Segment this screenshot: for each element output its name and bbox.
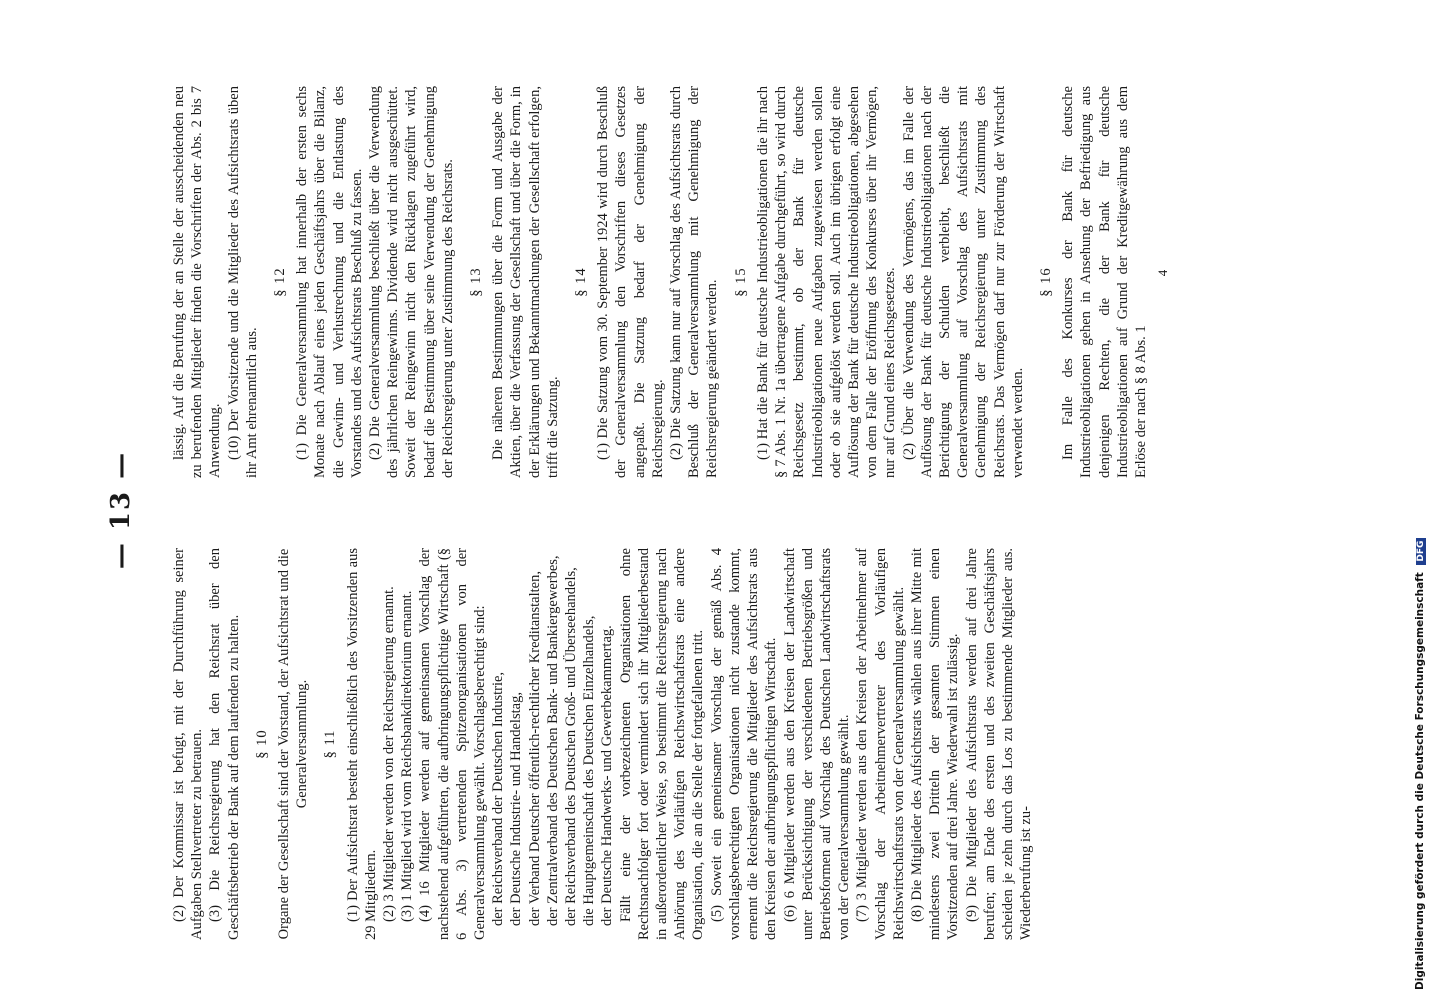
left-column [170,548,1035,940]
list-item: der Deutsche Handwerks- und Gewerbekammertag. [599,625,616,926]
paragraph: Fällt eine der vorbezeichneten Organisationen ohne Rechtsnachfolger fort oder vermindert sich ihr Mitgliederbestand in außerordentlicher Weise, so bestimmt die Reichsregierung nach Anhörung des Vorläufigen Reichswirtschaftsrats eine andere Organisation, die an die Stelle der fortgefallenen tritt. [617,548,707,940]
section-heading: § 14 [573,267,590,297]
paragraph: Im Falle des Konkurses der Bank für deutsche Industrieobligationen gehen in Ansehung der Befriedigung aus denjenigen Rechten, die der Bank für deutsche Industrieobligationen auf Grund der Kreditgewährung aus dem Erlöse der nach § 8 Abs. 1 [1060,86,1149,478]
paragraph: (2) Die Satzung kann nur auf Vorschlag des Aufsichtsrats durch Beschluß der Generalversammlung mit Genehmigung der Reichsregierung geändert werden. [668,86,721,478]
page-number: — 13 — [106,450,136,570]
section-heading: § 15 [732,267,749,297]
paragraph: (2) Über die Verwendung des Vermögens, das im Falle der Auflösung der Bank für deutsche Industrieobligationen nach der Berichtigung der Schulden verbleibt, beschließt die Generalversammlung auf Vorschlag des Aufsichtsrats mit Genehmigung der Reichsregierung unter Zustimmung des Reichsrats. Das Vermögen darf nur zur Förderung der Wirtschaft verwendet werden. [900,86,1026,478]
section-heading: § 16 [1037,267,1054,297]
list-item: der Reichsverband des Deutschen Groß- und Überseehandels, [563,567,580,926]
right-column [170,86,1172,478]
digitization-credit [1414,10,1430,990]
paragraph: (2) 3 Mitglieder werden von der Reichsregierung ernannt. [381,586,398,922]
paragraph: (1) Hat die Bank für deutsche Industrieobligationen die ihr nach § 7 Abs. 1 Nr. 1a übertragene Aufgabe durchgeführt, so wird durch Reichsgesetz bestimmt, ob der Bank für deutsche Industrieobligationen neue Aufgaben zugewiesen werden sollen oder ob sie aufgelöst werden soll. Auch im übrigen erfolgt eine Auflösung der Bank für deutsche Industrieobligationen, abgesehen von dem Falle der Eröffnung des Konkurses über ihr Vermögen, nur auf Grund eines Reichsgesetzes. [754,86,899,478]
paragraph: (7) 3 Mitglieder werden aus den Kreisen der Arbeitnehmer auf Vorschlag der Arbeitnehmervertreter des Vorläufigen Reichswirtschaftsrats von der Generalversammlung gewählt. [854,548,907,940]
paragraph: (6) 6 Mitglieder werden aus den Kreisen der Landwirtschaft unter Berücksichtigung der verschiedenen Betriebsgrößen und Betriebsformen auf Vorschlag des Deutschen Landwirtschaftsrats von der Generalversammlung gewählt. [781,548,853,940]
paragraph: (10) Der Vorsitzende und die Mitglieder des Aufsichtsrats üben ihr Amt ehrenamtlich aus. [225,86,260,478]
paragraph: (5) Soweit ein gemeinsamer Vorschlag der gemäß Abs. 4 vorschlagsberechtigten Organisationen nicht zustande kommt, ernennt die Reichsregierung die Mitglieder des Aufsichtsrats aus den Kreisen der aufbringungspflichtigen Wirtschaft. [708,548,780,940]
section-heading: § 13 [468,267,485,297]
section-title: Organe der Gesellschaft sind der Vorstand, der Aufsichtsrat und die Generalversammlung. [276,548,311,940]
paragraph: (3) Die Reichsregierung hat den Reichsrat über den Geschäftsbetrieb der Bank auf dem laufenden zu halten. [207,548,242,940]
section-heading: § 12 [272,267,289,297]
digitization-credit-text: Digitalisierung gefördert durch die Deutsche Forschungsgemeinschaft [1414,572,1426,990]
section-heading: § 11 [322,729,339,759]
paragraph: (1) Die Satzung vom 30. September 1924 wird durch Beschluß der Generalversammlung den Vorschriften dieses Gesetzes angepaßt. Die Satzung bedarf der Genehmigung der Reichsregierung. [595,86,666,478]
paragraph: (9) Die Mitglieder des Aufsichtsrats werden auf drei Jahre berufen; am Ende des ersten und des zweiten Geschäftsjahrs scheiden je zehn durch das Los zu bestimmende Mitglieder aus. Wiederberufung ist zu- [963,548,1035,940]
paragraph: (8) Die Mitglieder des Aufsichtsrats wählen aus ihrer Mitte mit mindestens zwei Dritteln der gesamten Stimmen einen Vorsitzenden auf drei Jahre. Wiederwahl ist zulässig. [908,548,962,940]
list-item: der Zentralverband des Deutschen Bank- und Bankiergewerbes, [544,555,561,926]
signature-mark: 4 [1155,269,1171,277]
list-item: der Verband Deutscher öffentlich-rechtlicher Kreditanstalten, [526,571,543,926]
list-item: die Hauptgemeinschaft des Deutschen Einzelhandels, [581,615,598,926]
paragraph: (3) 1 Mitglied wird vom Reichsbankdirektorium ernannt. [399,590,416,922]
paragraph: (2) Die Generalversammlung beschließt über die Verwendung des jährlichen Reingewinns. Dividende wird nicht ausgeschüttet. Soweit der Reingewinn nicht den Rücklagen zugeführt wird, bedarf die Bestimmung über seine Verwendung der Genehmigung der Reichsregierung unter Zustimmung des Reichsrats. [367,86,456,478]
paragraph: lässig. Auf die Berufung der an Stelle der ausscheidenden neu zu berufenden Mitglieder finden die Vorschriften der Abs. 2 bis 7 Anwendung. [171,86,224,478]
paragraph: Die näheren Bestimmungen über die Form und Ausgabe der Aktien, über die Verfassung der Gesellschaft und über die Form, in der Erklärungen und Bekanntmachungen der Gesellschaft erfolgen, trifft die Satzung. [490,86,561,478]
paragraph: (1) Die Generalversammlung hat innerhalb der ersten sechs Monate nach Ablauf eines jeden Geschäftsjahrs über die Bilanz, die Gewinn- und Verlustrechnung und die Entlastung des Vorstandes und des Aufsichtsrats Beschluß zu fassen. [294,86,365,478]
dfg-logo: DFG [1416,538,1426,565]
section-heading: § 10 [253,729,270,759]
rotated-sheet [90,60,1390,960]
paragraph: (4) 16 Mitglieder werden auf gemeinsamen Vorschlag der nachstehend aufgeführten, die aufbringungspflichtige Wirtschaft (§ 6 Abs. 3) vertretenden Spitzenorganisationen von der Generalversammlung gewählt. Vorschlagsberechtigt sind: [417,548,489,940]
list-item: der Deutsche Industrie- und Handelstag, [508,692,525,926]
list-item: der Reichsverband der Deutschen Industrie, [490,671,507,926]
paragraph: (1) Der Aufsichtsrat besteht einschließlich des Vorsitzenden aus 29 Mitgliedern. [344,548,379,940]
paragraph: (2) Der Kommissar ist befugt, mit der Durchführung seiner Aufgaben Stellvertreter zu betrauen. [171,548,206,940]
